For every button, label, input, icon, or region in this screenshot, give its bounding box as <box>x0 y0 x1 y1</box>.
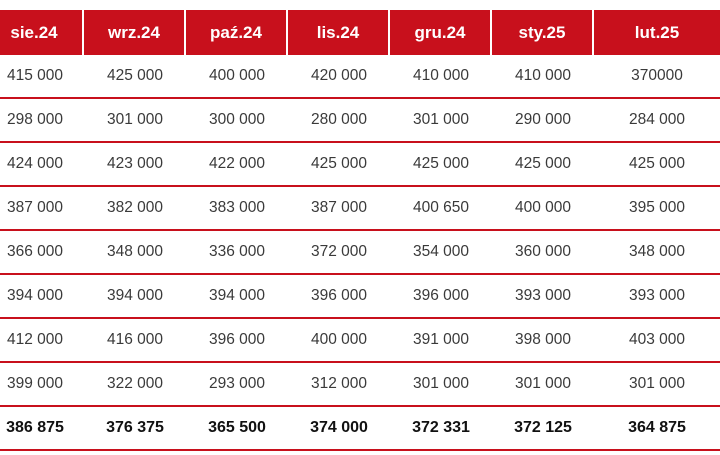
table-cell: 391 000 <box>390 319 492 363</box>
total-cell: 376 375 <box>84 407 186 451</box>
table-cell: 301 000 <box>390 363 492 407</box>
price-table <box>0 10 720 451</box>
table-cell: 403 000 <box>594 319 720 363</box>
column-header: lut.25 <box>594 10 720 55</box>
table-body <box>0 55 720 451</box>
table-cell: 370000 <box>594 55 720 99</box>
table-cell: 348 000 <box>594 231 720 275</box>
table-cell: 293 000 <box>186 363 288 407</box>
table-row <box>0 275 720 319</box>
table-cell: 301 000 <box>492 363 594 407</box>
total-cell: 374 000 <box>288 407 390 451</box>
table-cell: 301 000 <box>84 99 186 143</box>
table-cell: 410 000 <box>492 55 594 99</box>
table-cell: 425 000 <box>390 143 492 187</box>
table-cell: 424 000 <box>0 143 84 187</box>
table-cell: 425 000 <box>288 143 390 187</box>
table-cell: 393 000 <box>492 275 594 319</box>
table-row <box>0 143 720 187</box>
table-row <box>0 55 720 99</box>
table-cell: 396 000 <box>390 275 492 319</box>
total-cell: 365 500 <box>186 407 288 451</box>
column-header: sty.25 <box>492 10 594 55</box>
table-cell: 336 000 <box>186 231 288 275</box>
table-cell: 394 000 <box>0 275 84 319</box>
table-cell: 354 000 <box>390 231 492 275</box>
table-cell: 400 000 <box>492 187 594 231</box>
column-header: lis.24 <box>288 10 390 55</box>
table-cell: 280 000 <box>288 99 390 143</box>
table-cell: 312 000 <box>288 363 390 407</box>
table-cell: 300 000 <box>186 99 288 143</box>
table-cell: 360 000 <box>492 231 594 275</box>
table-cell: 399 000 <box>0 363 84 407</box>
table-cell: 298 000 <box>0 99 84 143</box>
table-cell: 387 000 <box>0 187 84 231</box>
table-cell: 394 000 <box>186 275 288 319</box>
table-cell: 425 000 <box>492 143 594 187</box>
total-cell: 364 875 <box>594 407 720 451</box>
table-row <box>0 231 720 275</box>
table-cell: 395 000 <box>594 187 720 231</box>
table-cell: 398 000 <box>492 319 594 363</box>
totals-row <box>0 407 720 451</box>
table-cell: 410 000 <box>390 55 492 99</box>
table-cell: 290 000 <box>492 99 594 143</box>
table-cell: 420 000 <box>288 55 390 99</box>
table-cell: 425 000 <box>594 143 720 187</box>
table-cell: 415 000 <box>0 55 84 99</box>
table-cell: 400 000 <box>186 55 288 99</box>
table-cell: 396 000 <box>288 275 390 319</box>
header-row <box>0 10 720 55</box>
table-row <box>0 319 720 363</box>
total-cell: 386 875 <box>0 407 84 451</box>
column-header: paź.24 <box>186 10 288 55</box>
column-header: wrz.24 <box>84 10 186 55</box>
table-cell: 396 000 <box>186 319 288 363</box>
table-cell: 400 000 <box>288 319 390 363</box>
table-row <box>0 363 720 407</box>
table-cell: 387 000 <box>288 187 390 231</box>
table-cell: 394 000 <box>84 275 186 319</box>
table-cell: 301 000 <box>594 363 720 407</box>
table-row <box>0 99 720 143</box>
table-cell: 301 000 <box>390 99 492 143</box>
total-cell: 372 331 <box>390 407 492 451</box>
table-cell: 366 000 <box>0 231 84 275</box>
table-cell: 400 650 <box>390 187 492 231</box>
table-header <box>0 10 720 55</box>
table-cell: 372 000 <box>288 231 390 275</box>
table-cell: 383 000 <box>186 187 288 231</box>
table-cell: 382 000 <box>84 187 186 231</box>
table-cell: 284 000 <box>594 99 720 143</box>
table-cell: 348 000 <box>84 231 186 275</box>
table-cell: 423 000 <box>84 143 186 187</box>
table-cell: 416 000 <box>84 319 186 363</box>
table-cell: 393 000 <box>594 275 720 319</box>
table-cell: 322 000 <box>84 363 186 407</box>
table-row <box>0 187 720 231</box>
table-cell: 422 000 <box>186 143 288 187</box>
column-header: gru.24 <box>390 10 492 55</box>
total-cell: 372 125 <box>492 407 594 451</box>
column-header: sie.24 <box>0 10 84 55</box>
table-cell: 425 000 <box>84 55 186 99</box>
table-cell: 412 000 <box>0 319 84 363</box>
